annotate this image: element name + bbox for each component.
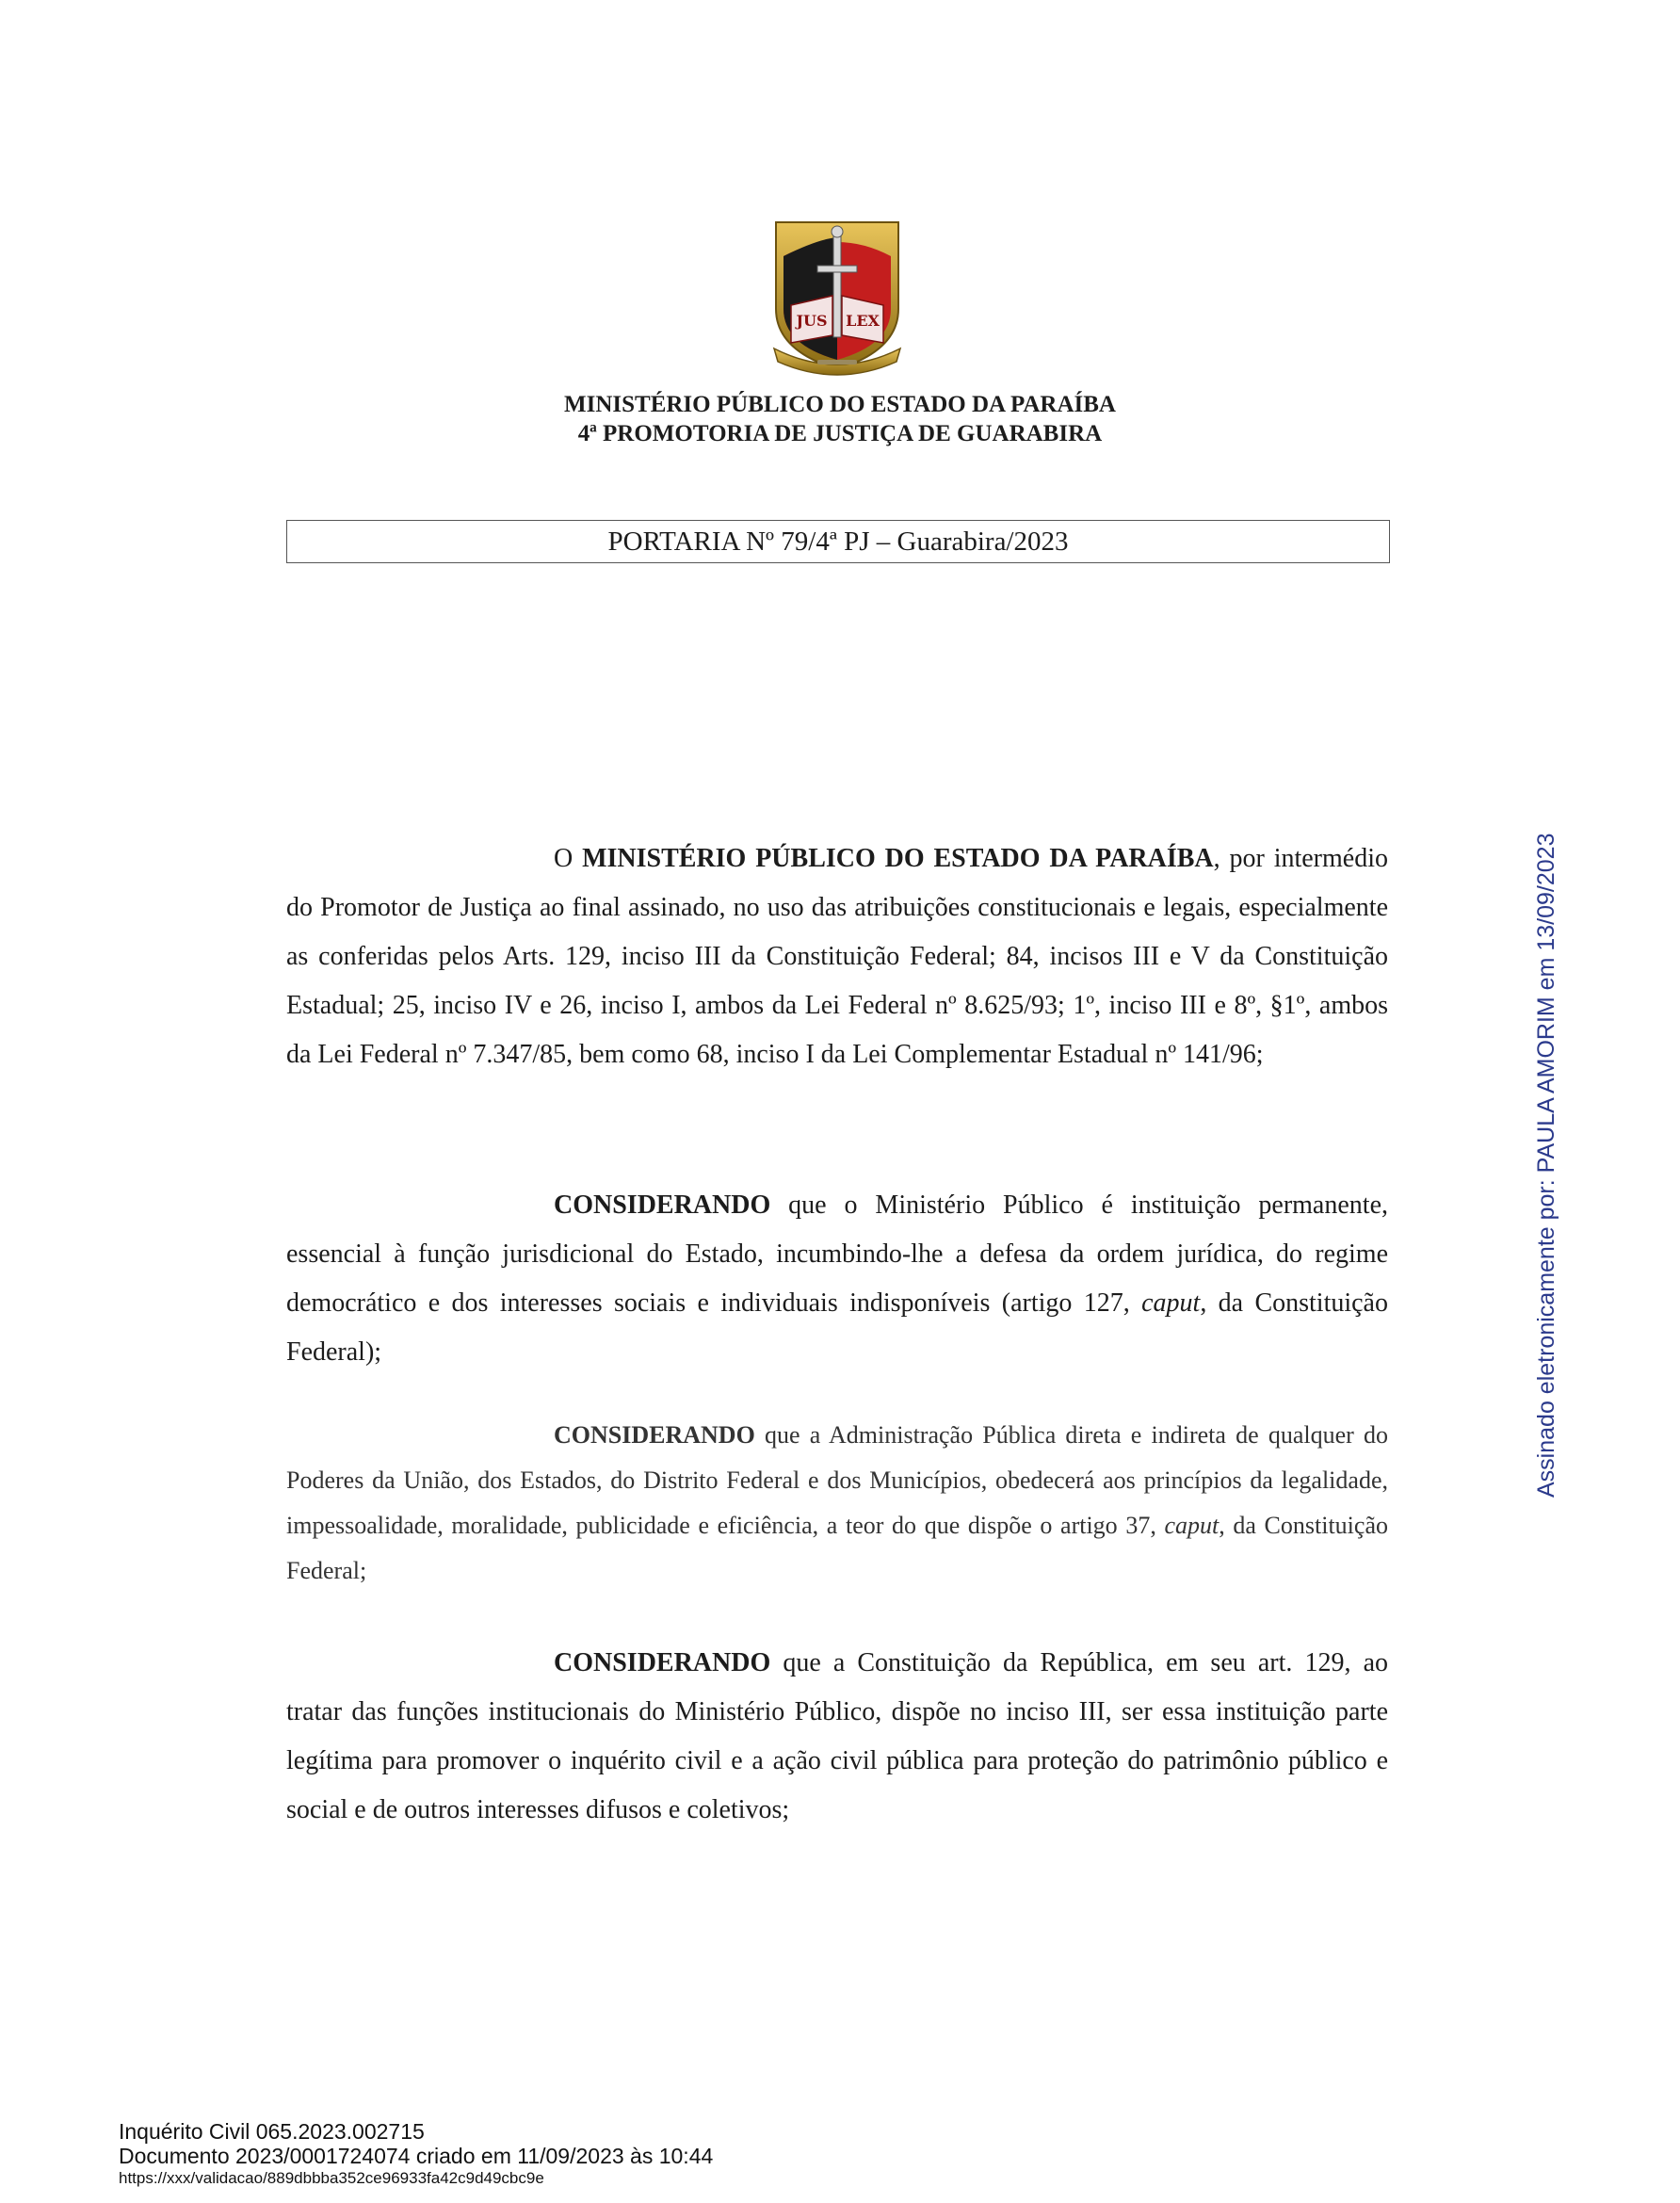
footer-document: Documento 2023/0001724074 criado em 11/09/2023 às 10:44 <box>119 2144 714 2168</box>
paragraph-considerando-2: CONSIDERANDO que a Administração Pública direta e indireta de qualquer do Poderes da União, dos Estados, do Distrito Federal e dos Municípios, obedecerá aos princípios da legalidade, impessoalidade, moralidade, publicidade e eficiência, a teor do que dispõe o artigo 37, caput, da Constituição Federal; <box>286 1421 1388 1584</box>
header-line-2: 4ª PROMOTORIA DE JUSTIÇA DE GUARABIRA <box>577 421 1103 446</box>
considerando-label: CONSIDERANDO <box>554 1191 771 1220</box>
header-line-1: MINISTÉRIO PÚBLICO DO ESTADO DA PARAÍBA <box>564 392 1116 417</box>
footer-inquiry: Inquérito Civil 065.2023.002715 <box>119 2119 425 2144</box>
paragraph-considerando-3: CONSIDERANDO que a Constituição da República, em seu art. 129, ao tratar das funções institucionais do Ministério Público, dispõe no inciso III, ser essa instituição parte legítima para promover o inquérito civil e a ação civil pública para proteção do patrimônio público e social e de outros interesses difusos e coletivos; <box>286 1648 1388 1824</box>
svg-text:JUS: JUS <box>796 312 828 330</box>
institution-header <box>0 390 1680 448</box>
shield-crest-icon <box>770 219 904 381</box>
paragraph-preamble: O MINISTÉRIO PÚBLICO DO ESTADO DA PARAÍBA, por intermédio do Promotor de Justiça ao final assinado, no uso das atribuições constitucionais e legais, especialmente as conferidas pelos Arts. 129, inciso III da Constituição Federal; 84, incisos III e V da Constituição Estadual; 25, inciso IV e 26, inciso I, ambos da Lei Federal nº 8.625/93; 1º, inciso III e 8º, §1º, ambos da Lei Federal nº 7.347/85, bem como 68, inciso I da Lei Complementar Estadual nº 141/96; <box>286 844 1388 1069</box>
footer-validation-link[interactable]: https://xxx/validacao/889dbbba352ce96933fa42c9d49cbc9e <box>119 2169 544 2187</box>
document-title: PORTARIA Nº 79/4ª PJ – Guarabira/2023 <box>286 520 1390 563</box>
document-footer <box>119 2119 713 2189</box>
paragraph-considerando-1: CONSIDERANDO que o Ministério Público é instituição permanente, essencial à função jurisdicional do Estado, incumbindo-lhe a defesa da ordem jurídica, do regime democrático e dos interesses sociais e individuais indisponíveis (artigo 127, caput, da Constituição Federal); <box>286 1191 1388 1367</box>
bold-term: MINISTÉRIO PÚBLICO DO ESTADO DA PARAÍBA <box>582 844 1214 873</box>
considerando-label: CONSIDERANDO <box>554 1648 771 1677</box>
considerando-label: CONSIDERANDO <box>554 1421 755 1449</box>
svg-text:LEX: LEX <box>846 312 880 330</box>
electronic-signature: Assinado eletronicamente por: PAULA AMORIM em 13/09/2023 <box>1533 833 1559 1498</box>
